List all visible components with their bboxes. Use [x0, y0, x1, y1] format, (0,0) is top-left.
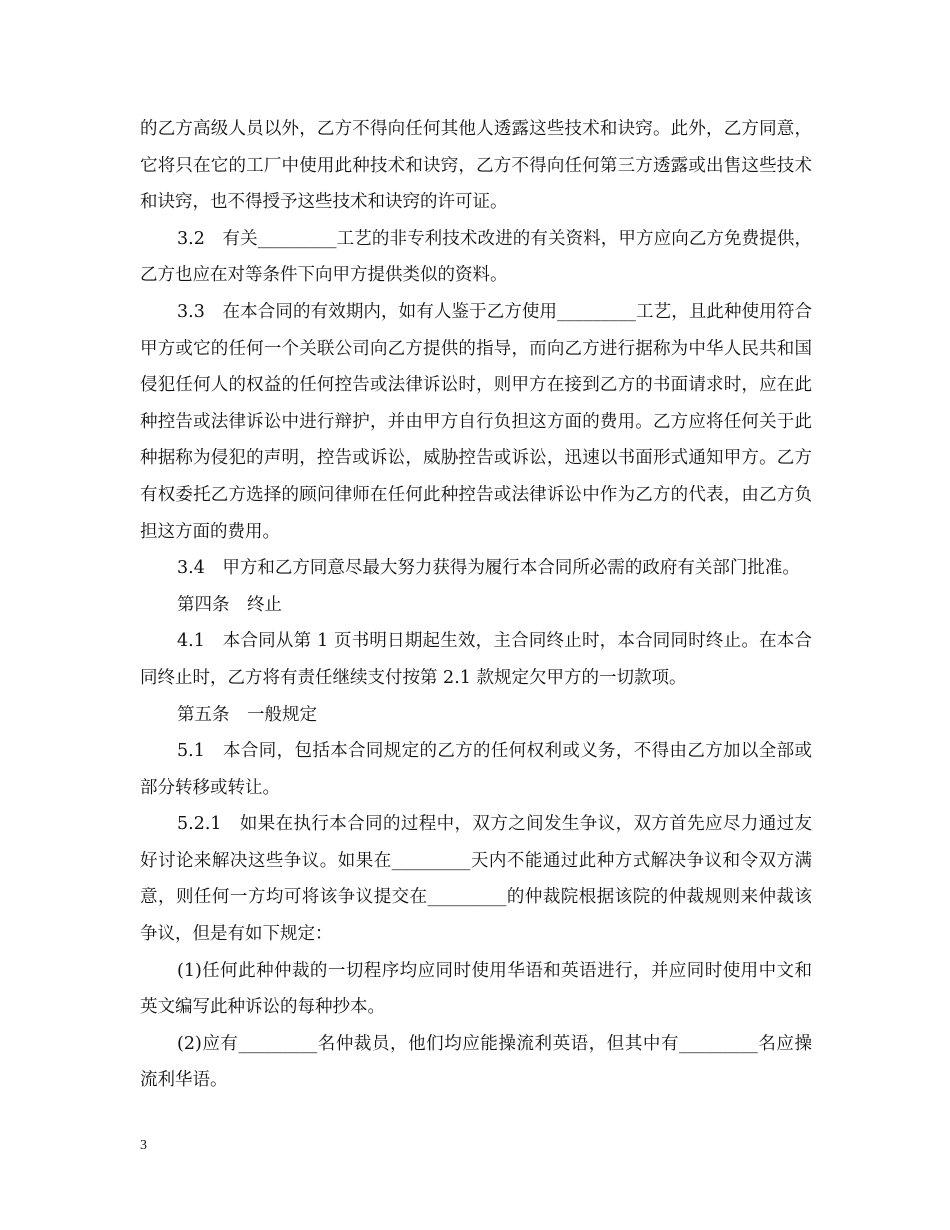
- paragraph-3-3: 3.3 在本合同的有效期内，如有人鉴于乙方使用_________工艺，且此种使用符合甲方或它的任何一个关联公司向乙方提供的指导，而向乙方进行据称为中华人民共和国侵犯任何人的权益的任何控告或法律诉讼时，则甲方在接到乙方的书面请求时，应在此种控告或法律诉讼中进行辩护，并由甲方自行负担这方面的费用。乙方应将任何关于此种据称为侵犯的声明，控告或诉讼，威胁控告或诉讼，迅速以书面形式通知甲方。乙方有权委托乙方选择的顾问律师在任何此种控告或法律诉讼中作为乙方的代表，由乙方负担这方面的费用。: [140, 301, 812, 542]
- contract-body: [140, 111, 812, 1099]
- page-number: 3: [140, 1138, 147, 1153]
- paragraph-3-2: 3.2 有关_________工艺的非专利技术改进的有关资料，甲方应向乙方免费提供，乙方也应在对等条件下向甲方提供类似的资料。: [140, 228, 812, 286]
- paragraph-5-2-1: 5.2.1 如果在执行本合同的过程中，双方之间发生争议，双方首先应尽力通过友好讨论来解决这些争议。如果在_________天内不能通过此种方式解决争议和令双方满意，则任何一方均可将该争议提交在_________的仲裁院根据该院的仲裁规则来仲裁该争议，但是有如下规定：: [140, 814, 812, 945]
- paragraph-3-4: 3.4 甲方和乙方同意尽最大努力获得为履行本合同所必需的政府有关部门批准。: [177, 558, 800, 579]
- heading-article-4: 第四条 终止: [177, 594, 282, 615]
- heading-article-5: 第五条 一般规定: [177, 704, 317, 725]
- paragraph-4-1: 4.1 本合同从第 1 页书明日期起生效，主合同终止时，本合同同时终止。在本合同终止时，乙方将有责任继续支付按第 2.1 款规定欠甲方的一切款项。: [140, 631, 812, 688]
- paragraph-confidentiality-continued: 的乙方高级人员以外，乙方不得向任何其他人透露这些技术和诀窍。此外，乙方同意，它将只在它的工厂中使用此种技术和诀窍，乙方不得向任何第三方透露或出售这些技术和诀窍，也不得授予这些技术和诀窍的许可证。: [140, 119, 812, 213]
- paragraph-5-1: 5.1 本合同，包括本合同规定的乙方的任何权利或义务，不得由乙方加以全部或部分转移或转让。: [140, 741, 812, 798]
- paragraph-item-1: (1)任何此种仲裁的一切程序均应同时使用华语和英语进行，并应同时使用中文和英文编写此种诉讼的每种抄本。: [140, 960, 812, 1018]
- paragraph-item-2: (2)应有_________名仲裁员，他们均应能操流利英语，但其中有_________名应操流利华语。: [140, 1033, 812, 1091]
